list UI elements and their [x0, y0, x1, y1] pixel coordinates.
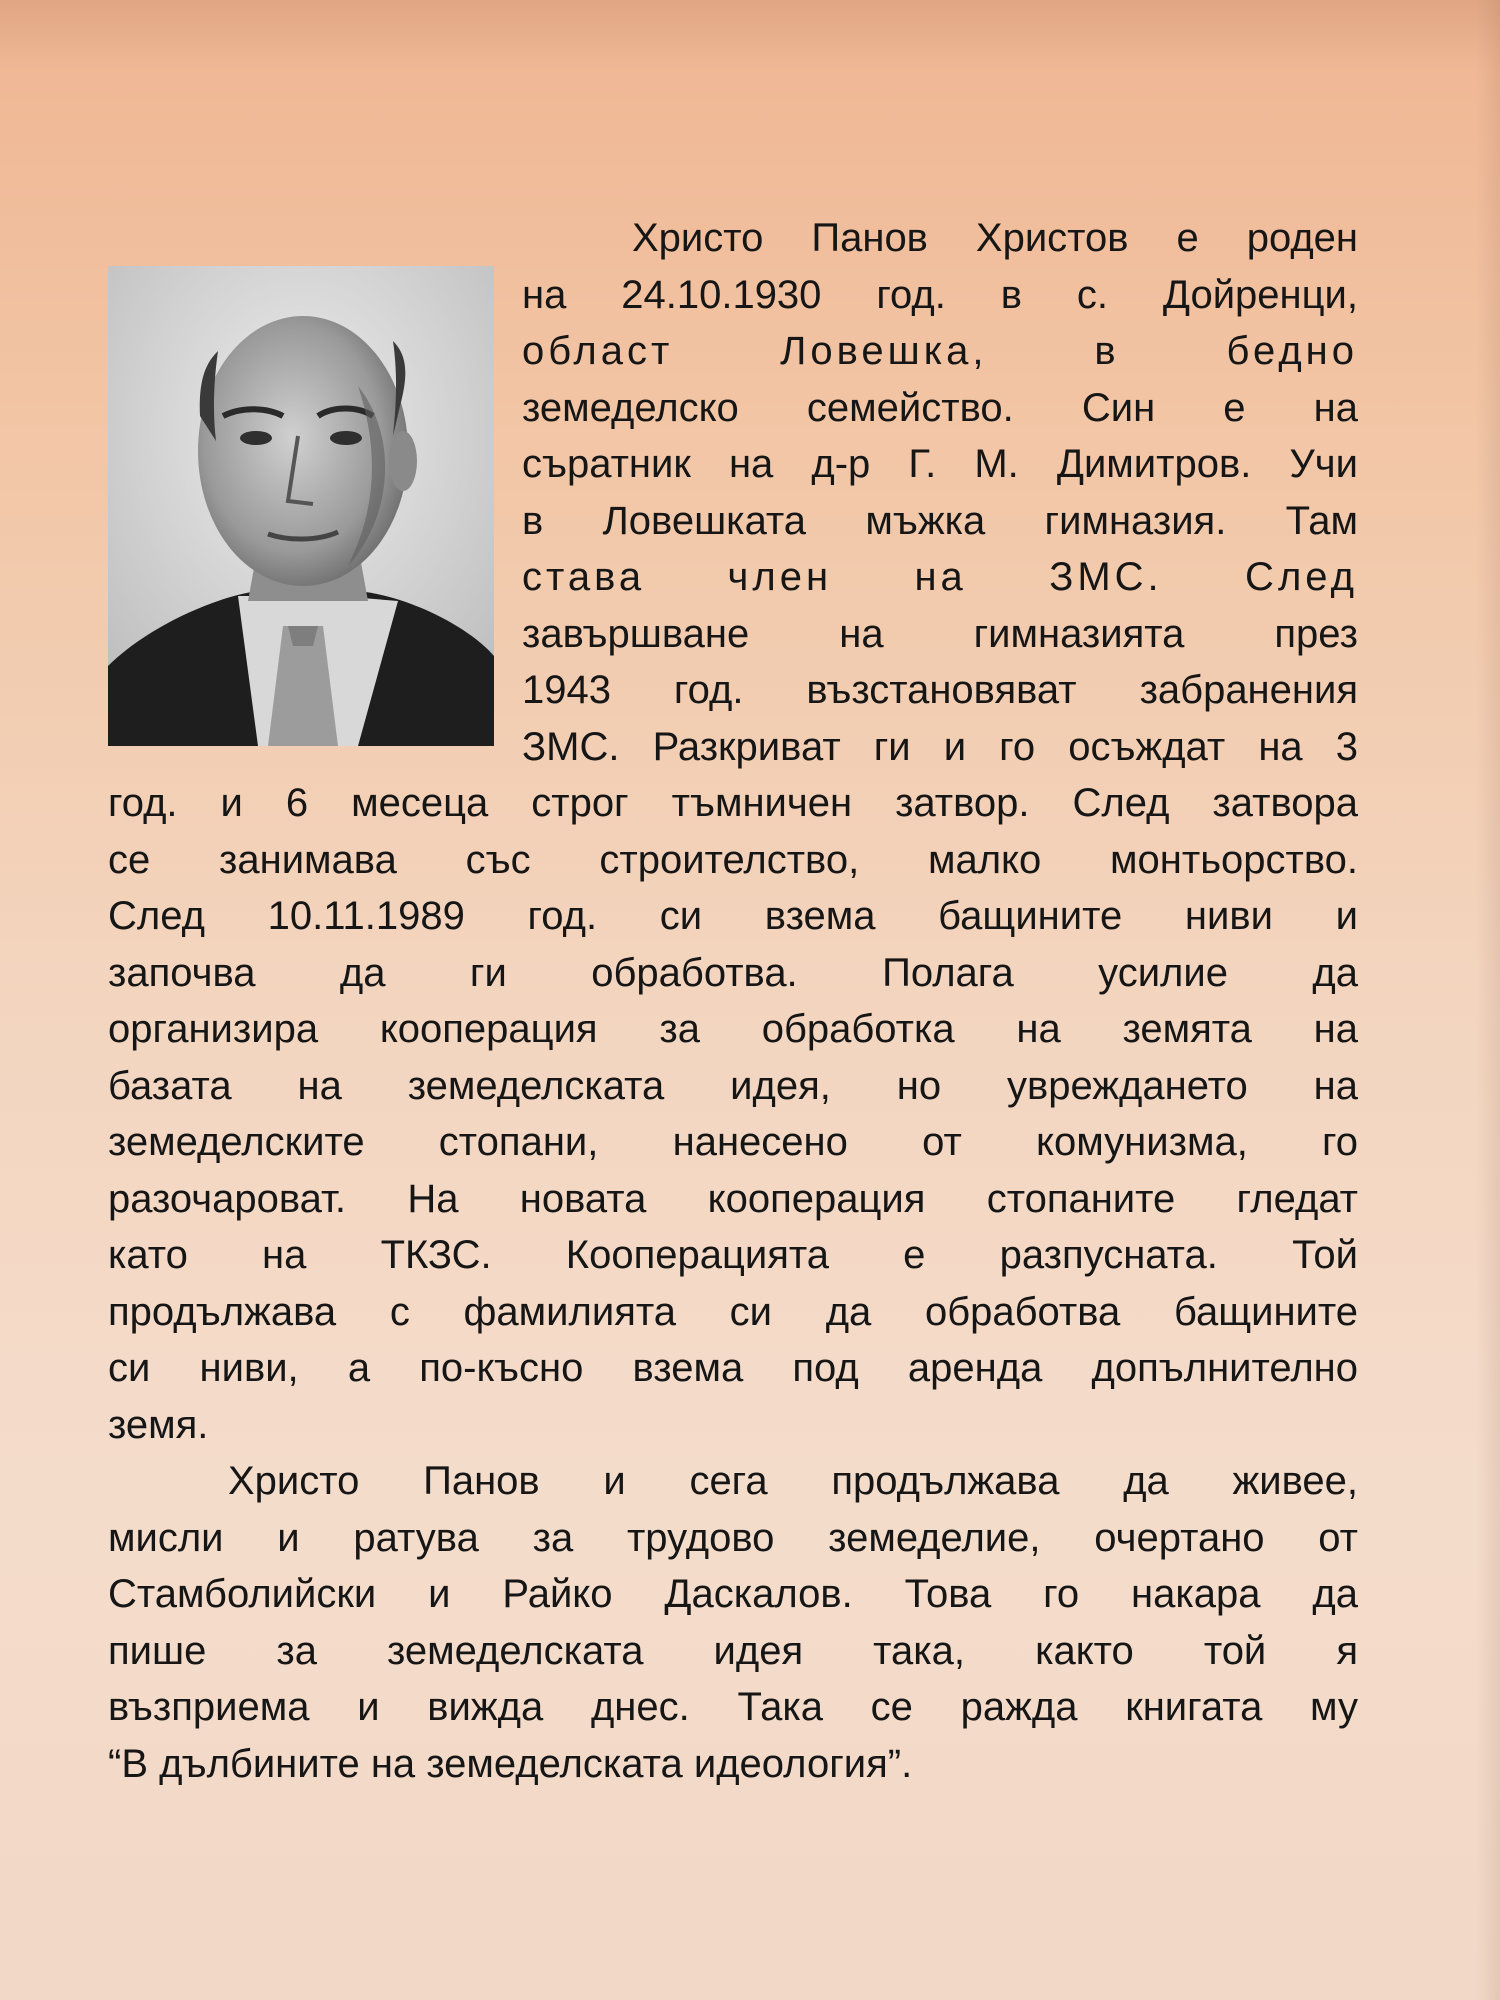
text-line: Христо Панов и сега продължава да живее,: [228, 1459, 1358, 1503]
text-line: продължава с фамилията си да обработва бащините: [108, 1289, 1358, 1334]
text-line: разочароват. На новата кооперация стопаните гледат: [108, 1176, 1358, 1221]
text-line: се занимава със строителство, малко монтьорство.: [108, 837, 1358, 882]
text-line: на 24.10.1930 год. в с. Дойренци,: [522, 272, 1358, 317]
text-line: пише за земеделската идея така, както той я: [108, 1628, 1358, 1673]
text-line: Стамболийски и Райко Даскалов. Това го накара да: [108, 1572, 1358, 1616]
text-line: става член на ЗМС. След: [522, 555, 1358, 599]
text-line: организира кооперация за обработка на земята на: [108, 1007, 1358, 1051]
text-line: като на ТКЗС. Кооперацията е разпусната. Той: [108, 1233, 1358, 1277]
text-line: ЗМС. Разкриват ги и го осъждат на 3: [522, 724, 1358, 769]
text-line: област Ловешка, в бедно: [522, 329, 1358, 373]
text-line: земя.: [108, 1402, 209, 1447]
portrait-icon: [108, 266, 494, 746]
text-line: 1943 год. възстановяват забранения: [522, 668, 1358, 712]
text-line: “В дълбините на земеделската идеология”.: [108, 1741, 913, 1786]
text-line: мисли и ратува за трудово земеделие, очертано от: [108, 1515, 1358, 1560]
top-crease: [0, 0, 1500, 70]
bio-text-full-width: [108, 775, 1358, 1792]
text-line: завършване на гимназията през: [522, 611, 1358, 656]
text-line: възприема и вижда днес. Така се ражда книгата му: [108, 1685, 1358, 1729]
text-line: съратник на д-р Г. М. Димитров. Учи: [522, 442, 1358, 486]
bio-text-beside-photo: [522, 210, 1358, 775]
text-line: земеделско семейство. Син е на: [522, 385, 1358, 430]
text-line: базата на земеделската идея, но увреждането на: [108, 1063, 1358, 1108]
text-line: год. и 6 месеца строг тъмничен затвор. След затвора: [108, 781, 1358, 825]
text-line: земеделските стопани, нанесено от комунизма, го: [108, 1120, 1358, 1164]
text-line: Христо Панов Христов е роден: [632, 216, 1358, 260]
text-line: си ниви, а по-късно взема под аренда допълнително: [108, 1346, 1358, 1390]
text-line: започва да ги обработва. Полага усилие да: [108, 950, 1358, 995]
author-portrait-photo: [108, 266, 494, 746]
text-line: След 10.11.1989 год. си взема бащините ниви и: [108, 894, 1358, 938]
page-edge-shadow: [1476, 0, 1500, 2000]
text-line: в Ловешката мъжка гимназия. Там: [522, 498, 1358, 543]
